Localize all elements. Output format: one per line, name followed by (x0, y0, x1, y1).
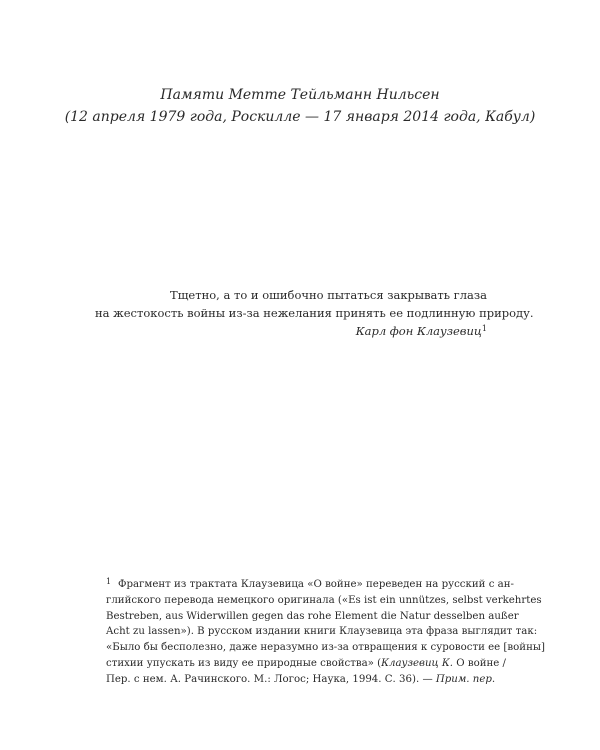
epigraph (95, 286, 534, 340)
footnote-text-1: Фрагмент из трактата Клаузевица «О войне» переведен на русский с ан- (118, 579, 514, 590)
footnote-line-6 (106, 656, 506, 672)
footnote-line-5: «Было бы бесполезно, даже неразумно из-за отвращения к суровости ее [войны] (106, 642, 545, 654)
epigraph-line-1: Тщетно, а то и ошибочно пытаться закрывать глаза (170, 288, 487, 302)
translator-note-label: Прим. пер. (435, 673, 496, 685)
dedication-name: Памяти Метте Тейльманн Нильсен (160, 87, 440, 103)
footnote (106, 577, 545, 688)
footnote-author-citation: Клаузевиц К. (381, 657, 454, 669)
footnote-text-7: Пер. с нем. А. Рачинского. М.: Логос; Наука, 1994. С. 36). — (106, 673, 436, 685)
footnote-line-7 (106, 672, 498, 688)
footnote-text-6: стихии упускать из виду ее природные свойства» ( (106, 657, 382, 669)
footnote-line-2: глийского перевода немецкого оригинала («Es ist ein unnützes, selbst verkehrtes (106, 594, 542, 606)
footnote-line-1: 1 Фрагмент из трактата Клаузевица «О войне» переведен на русский с ан- (106, 577, 514, 590)
epigraph-attribution (95, 322, 487, 340)
footnote-line-3: Bestreben, aus Widerwillen gegen das rohe Element die Natur desselben außer (106, 610, 519, 622)
footnote-text-6-end: О войне / (453, 657, 506, 669)
dedication-dates: (12 апреля 1979 года, Роскилле — 17 января 2014 года, Кабул) (64, 109, 536, 125)
dedication (0, 84, 600, 128)
epigraph-line-2: на жестокость войны из-за нежелания принять ее подлинную природу. (95, 306, 534, 320)
footnote-line-4: Acht zu lassen»). В русском издании книги Клаузевица эта фраза выглядит так: (106, 626, 538, 638)
footnote-reference[interactable]: 1 (481, 324, 487, 333)
epigraph-author: Карл фон Клаузевиц (355, 324, 482, 338)
